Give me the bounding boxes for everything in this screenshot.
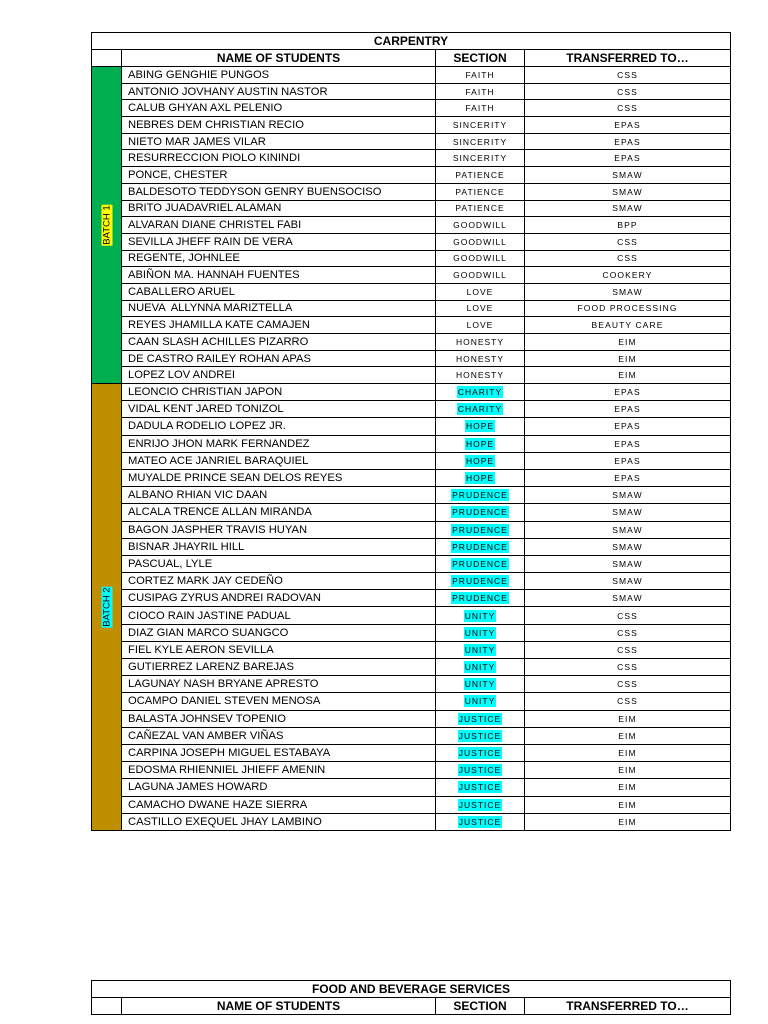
student-name: LEONCIO CHRISTIAN JAPON bbox=[121, 384, 435, 400]
student-row bbox=[121, 316, 730, 333]
student-transferred-to: SMAW bbox=[524, 573, 730, 589]
student-name: REYES JHAMILLA KATE CAMAJEN bbox=[121, 317, 435, 333]
student-name: ANTONIO JOVHANY AUSTIN NASTOR bbox=[121, 84, 435, 100]
student-row bbox=[121, 452, 730, 469]
student-transferred-to: EPAS bbox=[524, 117, 730, 133]
student-section-cell bbox=[435, 470, 524, 486]
student-transferred-to: SMAW bbox=[524, 539, 730, 555]
student-row bbox=[121, 555, 730, 572]
student-section-cell bbox=[435, 184, 524, 200]
student-section-cell bbox=[435, 676, 524, 692]
student-transferred-to: EIM bbox=[524, 367, 730, 383]
student-section: JUSTICE bbox=[458, 765, 502, 776]
student-section-cell bbox=[435, 284, 524, 300]
student-section: JUSTICE bbox=[458, 730, 502, 741]
student-row bbox=[121, 606, 730, 623]
student-section-cell bbox=[435, 797, 524, 813]
student-section-cell bbox=[435, 436, 524, 452]
student-section-cell bbox=[435, 317, 524, 333]
student-row bbox=[121, 99, 730, 116]
student-section-cell bbox=[435, 711, 524, 727]
student-transferred-to: EIM bbox=[524, 711, 730, 727]
student-transferred-to: EPAS bbox=[524, 436, 730, 452]
student-section-cell bbox=[435, 100, 524, 116]
student-transferred-to: EPAS bbox=[524, 150, 730, 166]
student-section: PRUDENCE bbox=[452, 593, 508, 604]
student-row bbox=[121, 384, 730, 400]
student-row bbox=[121, 400, 730, 417]
student-section: UNITY bbox=[464, 644, 496, 655]
student-section-cell bbox=[435, 814, 524, 830]
student-row bbox=[121, 675, 730, 692]
student-transferred-to: EIM bbox=[524, 745, 730, 761]
student-name: ALVARAN DIANE CHRISTEL FABI bbox=[121, 217, 435, 233]
student-transferred-to: COOKERY bbox=[524, 267, 730, 283]
header-section: SECTION bbox=[435, 998, 524, 1014]
student-transferred-to: EIM bbox=[524, 334, 730, 350]
student-name: CUSIPAG ZYRUS ANDREI RADOVAN bbox=[121, 590, 435, 606]
header-batch-cell bbox=[92, 50, 121, 66]
food-and-beverage-services-table bbox=[91, 980, 731, 1015]
student-name: ABING GENGHIE PUNGOS bbox=[121, 67, 435, 83]
student-name: NUEVA ALLYNNA MARIZTELLA bbox=[121, 301, 435, 317]
student-section-cell bbox=[435, 384, 524, 400]
student-row bbox=[121, 333, 730, 350]
student-section: LOVE bbox=[466, 286, 494, 297]
student-name: CASTILLO EXEQUEL JHAY LAMBINO bbox=[121, 814, 435, 830]
batch-label: BATCH 1 bbox=[101, 205, 112, 245]
student-section: PRUDENCE bbox=[452, 541, 508, 552]
header-batch-cell bbox=[92, 998, 121, 1014]
student-row bbox=[121, 641, 730, 658]
student-name: BALASTA JOHNSEV TOPENIO bbox=[121, 711, 435, 727]
batch-cell bbox=[92, 384, 121, 830]
student-transferred-to: EPAS bbox=[524, 453, 730, 469]
student-name: LAGUNA JAMES HOWARD bbox=[121, 779, 435, 795]
student-transferred-to: SMAW bbox=[524, 504, 730, 520]
student-section: HOPE bbox=[465, 421, 495, 432]
student-row bbox=[121, 538, 730, 555]
table-title: CARPENTRY bbox=[92, 33, 730, 50]
student-row bbox=[121, 503, 730, 520]
student-row bbox=[121, 83, 730, 100]
student-name: ABIÑON MA. HANNAH FUENTES bbox=[121, 267, 435, 283]
table-body bbox=[92, 67, 730, 830]
student-section: LOVE bbox=[466, 303, 494, 314]
student-row bbox=[121, 589, 730, 606]
student-name: CAMACHO DWANE HAZE SIERRA bbox=[121, 797, 435, 813]
student-section: PRUDENCE bbox=[452, 524, 508, 535]
student-section: UNITY bbox=[464, 627, 496, 638]
student-row bbox=[121, 283, 730, 300]
student-name: LAGUNAY NASH BRYANE APRESTO bbox=[121, 676, 435, 692]
header-transferred-to: TRANSFERRED TO… bbox=[524, 50, 730, 66]
batch-cell bbox=[92, 67, 121, 383]
student-transferred-to: BEAUTY CARE bbox=[524, 317, 730, 333]
student-row bbox=[121, 572, 730, 589]
student-name: PASCUAL, LYLE bbox=[121, 556, 435, 572]
student-section-cell bbox=[435, 418, 524, 434]
student-transferred-to: EPAS bbox=[524, 418, 730, 434]
student-transferred-to: SMAW bbox=[524, 284, 730, 300]
student-section: PRUDENCE bbox=[452, 558, 508, 569]
student-name: CALUB GHYAN AXL PELENIO bbox=[121, 100, 435, 116]
student-section: HOPE bbox=[465, 455, 495, 466]
header-name-of-students: NAME OF STUDENTS bbox=[121, 50, 435, 66]
student-name: CORTEZ MARK JAY CEDEÑO bbox=[121, 573, 435, 589]
student-section-cell bbox=[435, 117, 524, 133]
student-section: JUSTICE bbox=[458, 816, 502, 827]
student-transferred-to: EIM bbox=[524, 814, 730, 830]
student-transferred-to: EIM bbox=[524, 762, 730, 778]
student-section-cell bbox=[435, 693, 524, 709]
student-transferred-to: EIM bbox=[524, 797, 730, 813]
student-row bbox=[121, 813, 730, 830]
student-row bbox=[121, 435, 730, 452]
student-section: SINCERITY bbox=[452, 119, 508, 130]
student-row bbox=[121, 116, 730, 133]
student-section: HONESTY bbox=[455, 336, 505, 347]
student-name: BALDESOTO TEDDYSON GENRY BUENSOCISO bbox=[121, 184, 435, 200]
student-name: SEVILLA JHEFF RAIN DE VERA bbox=[121, 234, 435, 250]
student-name: MUYALDE PRINCE SEAN DELOS REYES bbox=[121, 470, 435, 486]
carpentry-table bbox=[91, 32, 731, 831]
student-section-cell bbox=[435, 367, 524, 383]
student-name: ENRIJO JHON MARK FERNANDEZ bbox=[121, 436, 435, 452]
student-section-cell bbox=[435, 659, 524, 675]
student-name: CARPINA JOSEPH MIGUEL ESTABAYA bbox=[121, 745, 435, 761]
student-section: HOPE bbox=[465, 473, 495, 484]
student-row bbox=[121, 521, 730, 538]
student-section: PRUDENCE bbox=[452, 507, 508, 518]
student-section: CHARITY bbox=[457, 404, 503, 415]
student-section-cell bbox=[435, 267, 524, 283]
student-row bbox=[121, 744, 730, 761]
student-transferred-to: CSS bbox=[524, 642, 730, 658]
student-row bbox=[121, 469, 730, 486]
student-row bbox=[121, 300, 730, 317]
student-section-cell bbox=[435, 745, 524, 761]
student-row bbox=[121, 250, 730, 267]
student-section-cell bbox=[435, 625, 524, 641]
student-section-cell bbox=[435, 573, 524, 589]
student-transferred-to: CSS bbox=[524, 234, 730, 250]
student-section-cell bbox=[435, 556, 524, 572]
student-name: NIETO MAR JAMES VILAR bbox=[121, 134, 435, 150]
student-section-cell bbox=[435, 167, 524, 183]
student-section-cell bbox=[435, 217, 524, 233]
student-section: SINCERITY bbox=[452, 153, 508, 164]
student-row bbox=[121, 266, 730, 283]
student-name: EDOSMA RHIENNIEL JHIEFF AMENIN bbox=[121, 762, 435, 778]
student-name: GUTIERREZ LARENZ BAREJAS bbox=[121, 659, 435, 675]
student-name: CAAN SLASH ACHILLES PIZARRO bbox=[121, 334, 435, 350]
student-section-cell bbox=[435, 301, 524, 317]
student-transferred-to: CSS bbox=[524, 693, 730, 709]
student-transferred-to: EIM bbox=[524, 779, 730, 795]
student-section: GOODWILL bbox=[453, 220, 507, 231]
student-section-cell bbox=[435, 251, 524, 267]
student-row bbox=[121, 350, 730, 367]
batch-label: BATCH 2 bbox=[101, 587, 112, 627]
student-transferred-to: EPAS bbox=[524, 470, 730, 486]
student-rows bbox=[121, 384, 730, 830]
student-name: ALCALA TRENCE ALLAN MIRANDA bbox=[121, 504, 435, 520]
header-name-of-students: NAME OF STUDENTS bbox=[121, 998, 435, 1014]
student-transferred-to: CSS bbox=[524, 676, 730, 692]
student-name: RESURRECCION PIOLO KININDI bbox=[121, 150, 435, 166]
student-section-cell bbox=[435, 642, 524, 658]
student-row bbox=[121, 133, 730, 150]
student-section: JUSTICE bbox=[458, 748, 502, 759]
student-section-cell bbox=[435, 67, 524, 83]
student-transferred-to: SMAW bbox=[524, 201, 730, 217]
student-section-cell bbox=[435, 334, 524, 350]
student-section: PATIENCE bbox=[455, 169, 505, 180]
student-row bbox=[121, 233, 730, 250]
student-name: DADULA RODELIO LOPEZ JR. bbox=[121, 418, 435, 434]
student-transferred-to: EPAS bbox=[524, 401, 730, 417]
student-name: BISNAR JHAYRIL HILL bbox=[121, 539, 435, 555]
student-section: PATIENCE bbox=[455, 186, 505, 197]
student-transferred-to: CSS bbox=[524, 251, 730, 267]
student-row bbox=[121, 778, 730, 795]
batch-block bbox=[92, 67, 730, 384]
student-row bbox=[121, 727, 730, 744]
student-row bbox=[121, 149, 730, 166]
student-transferred-to: CSS bbox=[524, 607, 730, 623]
student-section-cell bbox=[435, 779, 524, 795]
student-section-cell bbox=[435, 150, 524, 166]
student-section: GOODWILL bbox=[453, 270, 507, 281]
student-name: PONCE, CHESTER bbox=[121, 167, 435, 183]
student-name: DE CASTRO RAILEY ROHAN APAS bbox=[121, 351, 435, 367]
student-section: PRUDENCE bbox=[452, 576, 508, 587]
student-section-cell bbox=[435, 84, 524, 100]
student-transferred-to: CSS bbox=[524, 625, 730, 641]
student-section: LOVE bbox=[466, 320, 494, 331]
student-rows bbox=[121, 67, 730, 383]
student-section: JUSTICE bbox=[458, 799, 502, 810]
student-transferred-to: SMAW bbox=[524, 522, 730, 538]
student-row bbox=[121, 796, 730, 813]
student-transferred-to: CSS bbox=[524, 659, 730, 675]
student-section-cell bbox=[435, 590, 524, 606]
student-transferred-to: BPP bbox=[524, 217, 730, 233]
student-transferred-to: CSS bbox=[524, 100, 730, 116]
student-section: UNITY bbox=[464, 696, 496, 707]
student-transferred-to: SMAW bbox=[524, 556, 730, 572]
student-row bbox=[121, 417, 730, 434]
student-name: REGENTE, JOHNLEE bbox=[121, 251, 435, 267]
student-section-cell bbox=[435, 487, 524, 503]
student-section-cell bbox=[435, 453, 524, 469]
student-transferred-to: CSS bbox=[524, 84, 730, 100]
student-transferred-to: EIM bbox=[524, 351, 730, 367]
student-row bbox=[121, 624, 730, 641]
student-transferred-to: EPAS bbox=[524, 384, 730, 400]
header-row bbox=[92, 50, 730, 67]
student-row bbox=[121, 710, 730, 727]
student-section: PATIENCE bbox=[455, 203, 505, 214]
student-name: LOPEZ LOV ANDREI bbox=[121, 367, 435, 383]
student-section: GOODWILL bbox=[453, 253, 507, 264]
student-name: CABALLERO ARUEL bbox=[121, 284, 435, 300]
student-name: VIDAL KENT JARED TONIZOL bbox=[121, 401, 435, 417]
student-transferred-to: SMAW bbox=[524, 167, 730, 183]
student-name: NEBRES DEM CHRISTIAN RECIO bbox=[121, 117, 435, 133]
student-section-cell bbox=[435, 201, 524, 217]
student-transferred-to: SMAW bbox=[524, 184, 730, 200]
student-section: UNITY bbox=[464, 679, 496, 690]
student-section-cell bbox=[435, 504, 524, 520]
student-row bbox=[121, 67, 730, 83]
student-transferred-to: EIM bbox=[524, 728, 730, 744]
student-name: OCAMPO DANIEL STEVEN MENOSA bbox=[121, 693, 435, 709]
student-section: HONESTY bbox=[455, 353, 505, 364]
student-name: BAGON JASPHER TRAVIS HUYAN bbox=[121, 522, 435, 538]
student-section-cell bbox=[435, 607, 524, 623]
student-section: UNITY bbox=[464, 610, 496, 621]
student-name: FIEL KYLE AERON SEVILLA bbox=[121, 642, 435, 658]
student-section: PRUDENCE bbox=[452, 490, 508, 501]
student-section: FAITH bbox=[465, 103, 495, 114]
student-name: CIOCO RAIN JASTINE PADUAL bbox=[121, 607, 435, 623]
student-name: BRITO JUADAVRIEL ALAMAN bbox=[121, 201, 435, 217]
student-section-cell bbox=[435, 401, 524, 417]
batch-block bbox=[92, 384, 730, 830]
student-transferred-to: SMAW bbox=[524, 590, 730, 606]
student-section: FAITH bbox=[465, 86, 495, 97]
student-row bbox=[121, 166, 730, 183]
student-transferred-to: EPAS bbox=[524, 134, 730, 150]
student-row bbox=[121, 761, 730, 778]
student-row bbox=[121, 692, 730, 709]
student-section: SINCERITY bbox=[452, 136, 508, 147]
student-section: HOPE bbox=[465, 438, 495, 449]
student-row bbox=[121, 366, 730, 383]
student-name: CAÑEZAL VAN AMBER VIÑAS bbox=[121, 728, 435, 744]
student-name: MATEO ACE JANRIEL BARAQUIEL bbox=[121, 453, 435, 469]
student-section-cell bbox=[435, 351, 524, 367]
student-section-cell bbox=[435, 522, 524, 538]
student-transferred-to: SMAW bbox=[524, 487, 730, 503]
student-section: CHARITY bbox=[457, 387, 503, 398]
student-row bbox=[121, 658, 730, 675]
student-row bbox=[121, 183, 730, 200]
student-section-cell bbox=[435, 234, 524, 250]
student-transferred-to: FOOD PROCESSING bbox=[524, 301, 730, 317]
student-section: FAITH bbox=[465, 69, 495, 80]
student-section: GOODWILL bbox=[453, 236, 507, 247]
header-row bbox=[92, 998, 730, 1014]
student-section: UNITY bbox=[464, 662, 496, 673]
student-section: JUSTICE bbox=[458, 713, 502, 724]
student-row bbox=[121, 216, 730, 233]
header-section: SECTION bbox=[435, 50, 524, 66]
student-section-cell bbox=[435, 134, 524, 150]
student-section: JUSTICE bbox=[458, 782, 502, 793]
student-section-cell bbox=[435, 728, 524, 744]
student-section-cell bbox=[435, 762, 524, 778]
table-title: FOOD AND BEVERAGE SERVICES bbox=[92, 981, 730, 998]
student-section-cell bbox=[435, 539, 524, 555]
student-row bbox=[121, 486, 730, 503]
student-name: ALBANO RHIAN VIC DAAN bbox=[121, 487, 435, 503]
student-name: DIAZ GIAN MARCO SUANGCO bbox=[121, 625, 435, 641]
student-transferred-to: CSS bbox=[524, 67, 730, 83]
student-row bbox=[121, 200, 730, 217]
header-transferred-to: TRANSFERRED TO… bbox=[524, 998, 730, 1014]
student-section: HONESTY bbox=[455, 370, 505, 381]
